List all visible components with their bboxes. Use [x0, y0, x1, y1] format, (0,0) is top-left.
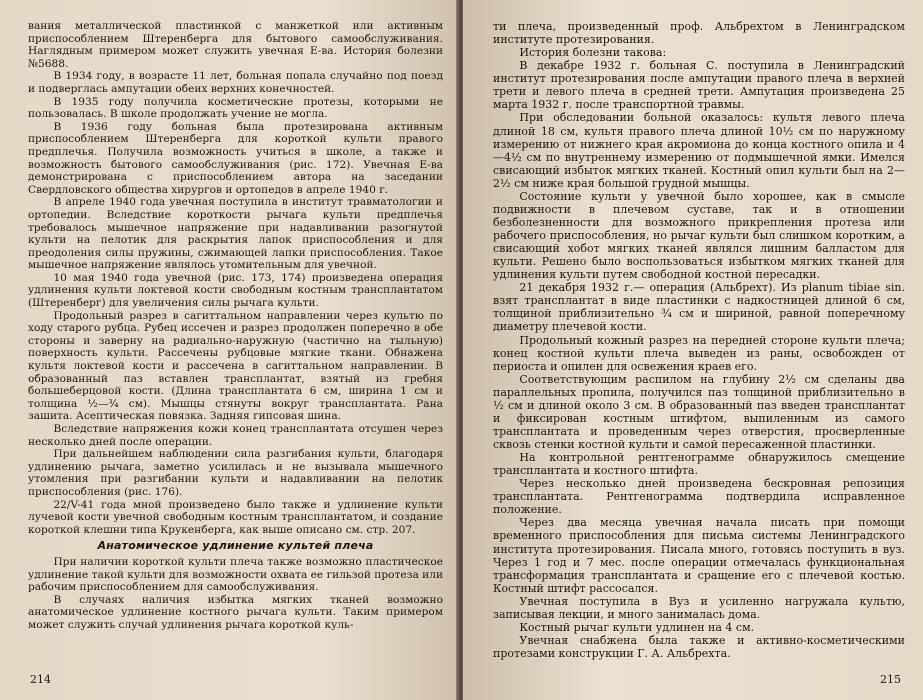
paragraph: Вследствие напряжения кожи конец трансплантата отсушен через несколько дней после операции.	[28, 423, 443, 448]
paragraph: вания металлической пластинкой с манжеткой или активным приспособлением Штеренберга для бытового самообслуживания. Наглядным примером может служить увечная Е-ва. История болезни №5688.	[28, 20, 443, 70]
paragraph: В 1935 году получила косметические протезы, которыми не пользовалась. В школе продолжать учение не могла.	[28, 95, 443, 121]
paragraph: Через два месяца увечная начала писать при помощи временного приспособления для письма системы Ленинградского института протезирования. Писала много, готовясь поступить в вуз. Через 1 год и 7 мес. после операции отмечалась функциональная трансформация трансплантата и сращение его с плечевой костью. Костный штифт рассосался.	[493, 516, 905, 595]
paragraph: Продольный разрез в сагиттальном направлении через культю по ходу старого рубца. Рубец иссечен и разрез продолжен поперечно в обе стороны и заверну на радиально-наружную (частично на тыльную) поверхность культи. Рассечены рубцовые мягкие ткани. Обнажена культя локтевой кости и рассечена в сагиттальном направлении. В образованный паз вставлен трансплантат, взятый из гребня большеберцовой кости. (Длина трансплантата 6 см, ширина 1 см и толщина ½—¾ см). Мышцы стянуты вокруг трансплантата. Рана зашита. Асептическая повязка. Задняя гипсовая шина.	[28, 309, 443, 423]
page-number: 214	[30, 673, 51, 686]
paragraph: Увечная снабжена была также и активно-косметическими протезами конструкции Г. А. Альбрехта.	[493, 633, 905, 660]
paragraph: При обследовании больной оказалось: культя левого плеча длиной 18 см, культя правого плеча длиной 10½ см по наружному измерению от нижнего края акромиона до конца костного опила и 4—4½ см по внутреннему измерению от подмышечной ямки. Имелся свисающий избыток мягких тканей. Костный опил культи был на 2—2½ см ниже края большой грудной мышцы.	[493, 111, 905, 190]
paragraph: Через несколько дней произведена бескровная репозиция трансплантата. Рентгенограмма подтвердила исправленное положение.	[493, 477, 905, 517]
right-page	[463, 0, 923, 700]
paragraph: На контрольной рентгенограмме обнаружилось смещение трансплантата и костного штифта.	[493, 451, 905, 478]
paragraph: 10 мая 1940 года увечной (рис. 173, 174) произведена операция удлинения культи локтевой кости свободным костным трансплантатом (Штеренберг) для увеличения силы рычага культи.	[28, 271, 443, 310]
paragraph: В случаях наличия избытка мягких тканей возможно анатомическое удлинение костного рычага культи. Таким примером может служить случай удлинения рычага короткой куль-	[28, 593, 443, 631]
paragraph: Соответствующим распилом на глубину 2½ см сделаны два параллельных пропила, получился паз толщиной приблизительно в ½ см и длиной около 3 см. В образованный паз введен трансплантат и фиксирован костным штифтом, выпиленным из самого трансплантата и проведенным через отверстия, просверленные сквозь стенки костной культи и самой пересаженной пластинки.	[493, 372, 905, 451]
left-page	[0, 0, 458, 700]
paragraph: Состояние культи у увечной было хорошее, как в смысле подвижности в плечевом суставе, так и в отношении безболезненности для возможного прикрепления протеза или рабочего приспособления, но рычаг культи был слишком коротким, а свисающий хобот мягких тканей являлся лишним балластом для культи. Решено было воспользоваться избытком мягких тканей для удлинения культи путем свободной костной пересадки.	[493, 189, 905, 282]
paragraph: Костный рычаг культи удлинен на 4 см.	[519, 620, 755, 634]
paragraph: ти плеча, произведенный проф. Альбрехтом в Ленинградском институте протезирования.	[493, 20, 905, 47]
paragraph: В декабре 1932 г. больная С. поступила в Ленинградский институт протезирования после ампутации правого плеча в верхней трети и левого плеча в средней трети. Ампутация произведена 25 марта 1932 г. после транспортной травмы.	[493, 59, 905, 112]
paragraph: При наличии короткой культи плеча также возможно пластическое удлинение такой культи для возможности охвата ее гильзой протеза или рабочим приспособлением для самообслуживания.	[28, 555, 443, 594]
paragraph: В 1936 году больная была протезирована активным приспособлением Штеренберга для короткой культи правого предплечья. Получила возможность учиться в школе, а также и возможность бытового самообслуживания (рис. 172). Увечная Е-ва демонстрирована с приспособлением автора на заседании Свердловского общества хирургов и ортопедов в апреле 1940 г.	[28, 120, 443, 196]
paragraph: 21 декабря 1932 г.— операция (Альбрехт). Из planum tibiae sin. взят трансплантат в виде пластинки с надкостницей длиной 6 см, толщиной приблизительно ¾ см и шириной, равной поперечному диаметру плечевой кости.	[493, 281, 905, 334]
left-page-text	[28, 20, 443, 632]
paragraph: 22/V-41 года мной произведено было также и удлинение культи лучевой кости увечной свободным костным трансплантатом, и создание короткой клешни типа Крукенберга, как выше описано см. стр. 207.	[28, 498, 443, 536]
paragraph: В 1934 году, в возрасте 11 лет, больная попала случайно под поезд и подверглась ампутации обеих верхних конечностей.	[28, 70, 443, 95]
page-number: 215	[880, 673, 901, 686]
paragraph: При дальнейшем наблюдении сила разгибания культи, благодаря удлинению рычага, заметно усилилась и не вызывала мышечного утомления при разгибании культи и надавливании на пелотик приспособления (рис. 176).	[28, 448, 443, 498]
section-heading: Анатомическое удлинение культей плеча	[97, 539, 374, 553]
right-page-text	[493, 20, 905, 660]
paragraph: История болезни такова:	[519, 46, 667, 60]
paragraph: Увечная поступила в Вуз и усиленно нагружала культю, записывая лекции, и много занималась дома.	[493, 594, 905, 621]
paragraph: В апреле 1940 года увечная поступила в институт травматологии и ортопедии. Вследствие короткости рычага культи предплечья требовалось мышечное напряжение при надавливании разогнутой культи на пелотик для раскрытия лапок приспособления и для преодоления силы пружины, сжимающей лапки приспособления. Такое мышечное напряжение являлось утомительным для увечной.	[28, 196, 443, 272]
paragraph: Продольный кожный разрез на передней стороне культи плеча; конец костной культи плеча выведен из раны, освобожден от периоста и опилен для освежения краев его.	[493, 333, 905, 373]
